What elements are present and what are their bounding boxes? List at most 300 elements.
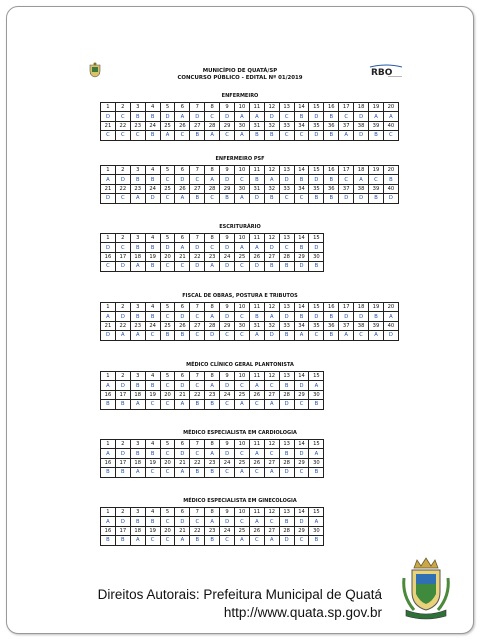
question-number-cell: 25 bbox=[235, 458, 250, 467]
answer-cell: D bbox=[383, 331, 398, 340]
answer-cell: D bbox=[220, 112, 235, 121]
question-number-cell: 26 bbox=[249, 252, 264, 261]
answer-cell: C bbox=[160, 468, 175, 477]
question-number-cell: 11 bbox=[249, 166, 264, 175]
answer-cell: B bbox=[249, 175, 264, 184]
question-number-cell: 5 bbox=[160, 508, 175, 517]
answer-cell: B bbox=[190, 468, 205, 477]
answer-cell: D bbox=[249, 262, 264, 271]
answer-cell: D bbox=[115, 262, 130, 271]
answer-cell: A bbox=[130, 194, 145, 203]
answer-cell: B bbox=[264, 194, 279, 203]
question-number-cell: 13 bbox=[279, 508, 294, 517]
question-number-cell: 33 bbox=[279, 321, 294, 330]
question-number-cell: 2 bbox=[115, 508, 130, 517]
question-number-cell: 19 bbox=[145, 252, 160, 261]
question-number-cell: 21 bbox=[175, 458, 190, 467]
question-number-cell: 5 bbox=[160, 103, 175, 112]
question-number-cell: 23 bbox=[130, 321, 145, 330]
answer-cell: A bbox=[130, 400, 145, 409]
answer-cell: B bbox=[264, 131, 279, 140]
question-number-cell: 34 bbox=[294, 321, 309, 330]
answer-cell: D bbox=[383, 194, 398, 203]
question-number-cell: 15 bbox=[309, 508, 324, 517]
answer-cell: A bbox=[383, 312, 398, 321]
answer-cell: A bbox=[175, 112, 190, 121]
answer-cell: D bbox=[220, 312, 235, 321]
answer-cell: D bbox=[220, 449, 235, 458]
question-number-cell: 39 bbox=[369, 184, 384, 193]
question-number-cell: 28 bbox=[279, 390, 294, 399]
question-number-cell: 26 bbox=[175, 321, 190, 330]
question-number-cell: 16 bbox=[324, 166, 339, 175]
question-number-cell: 7 bbox=[190, 440, 205, 449]
website-link[interactable]: http://www.quata.sp.gov.br bbox=[223, 605, 382, 620]
question-number-cell: 3 bbox=[130, 303, 145, 312]
question-number-cell: 34 bbox=[294, 121, 309, 130]
answer-row bbox=[101, 449, 324, 458]
question-number-cell: 22 bbox=[190, 390, 205, 399]
answer-cell: D bbox=[101, 331, 116, 340]
question-number-cell: 13 bbox=[279, 103, 294, 112]
answer-cell: C bbox=[160, 175, 175, 184]
answer-cell: B bbox=[324, 175, 339, 184]
answer-cell: A bbox=[264, 400, 279, 409]
answer-cell: D bbox=[101, 243, 116, 252]
municipal-crest-icon bbox=[400, 554, 452, 624]
question-number-cell: 26 bbox=[249, 390, 264, 399]
question-number-cell: 17 bbox=[339, 103, 354, 112]
question-number-cell: 1 bbox=[101, 103, 116, 112]
answer-cell: D bbox=[264, 331, 279, 340]
answer-cell: D bbox=[220, 517, 235, 526]
answer-cell: C bbox=[309, 331, 324, 340]
answer-cell: A bbox=[205, 381, 220, 390]
answer-cell: C bbox=[294, 131, 309, 140]
answer-cell: D bbox=[279, 536, 294, 545]
question-number-row bbox=[101, 372, 324, 381]
answer-cell: C bbox=[294, 536, 309, 545]
question-number-cell: 40 bbox=[383, 184, 398, 193]
question-number-cell: 17 bbox=[115, 252, 130, 261]
section-title: MÉDICO CLÍNICO GERAL PLANTONISTA bbox=[186, 362, 294, 368]
question-number-cell: 25 bbox=[235, 526, 250, 535]
answer-cell: A bbox=[130, 468, 145, 477]
answer-cell: C bbox=[294, 468, 309, 477]
answer-cell: D bbox=[309, 312, 324, 321]
question-number-cell: 25 bbox=[160, 321, 175, 330]
question-number-cell: 7 bbox=[190, 372, 205, 381]
answer-cell: A bbox=[235, 131, 250, 140]
answer-cell: B bbox=[309, 468, 324, 477]
question-number-cell: 19 bbox=[145, 458, 160, 467]
answer-cell: D bbox=[101, 112, 116, 121]
question-number-cell: 14 bbox=[294, 303, 309, 312]
question-number-cell: 21 bbox=[101, 184, 116, 193]
question-number-cell: 23 bbox=[205, 390, 220, 399]
answer-cell: C bbox=[339, 112, 354, 121]
answer-cell: B bbox=[249, 131, 264, 140]
question-number-cell: 33 bbox=[279, 184, 294, 193]
question-number-cell: 9 bbox=[220, 103, 235, 112]
question-number-cell: 39 bbox=[369, 321, 384, 330]
question-number-cell: 33 bbox=[279, 121, 294, 130]
answer-cell: D bbox=[220, 243, 235, 252]
answer-cell: B bbox=[294, 243, 309, 252]
question-number-cell: 20 bbox=[383, 166, 398, 175]
answer-cell: C bbox=[264, 517, 279, 526]
question-number-cell: 9 bbox=[220, 303, 235, 312]
question-number-cell: 29 bbox=[220, 184, 235, 193]
answer-cell: A bbox=[235, 468, 250, 477]
question-number-cell: 19 bbox=[369, 303, 384, 312]
answer-cell: A bbox=[101, 312, 116, 321]
answer-cell: B bbox=[220, 194, 235, 203]
question-number-cell: 27 bbox=[190, 184, 205, 193]
answer-cell: C bbox=[294, 194, 309, 203]
question-number-row bbox=[101, 121, 399, 130]
question-number-cell: 2 bbox=[115, 103, 130, 112]
question-number-cell: 8 bbox=[205, 103, 220, 112]
question-number-cell: 36 bbox=[324, 184, 339, 193]
answer-cell: A bbox=[309, 449, 324, 458]
answer-cell: A bbox=[130, 331, 145, 340]
question-number-row bbox=[101, 103, 399, 112]
answer-key-table bbox=[100, 302, 399, 341]
answer-cell: A bbox=[249, 517, 264, 526]
question-number-cell: 14 bbox=[294, 234, 309, 243]
answer-cell: B bbox=[145, 262, 160, 271]
answer-cell: C bbox=[249, 468, 264, 477]
answer-cell: C bbox=[279, 131, 294, 140]
question-number-cell: 4 bbox=[145, 372, 160, 381]
question-number-cell: 4 bbox=[145, 166, 160, 175]
question-number-cell: 20 bbox=[160, 458, 175, 467]
answer-cell: B bbox=[115, 468, 130, 477]
question-number-cell: 17 bbox=[115, 390, 130, 399]
answer-cell: C bbox=[101, 131, 116, 140]
answer-cell: A bbox=[235, 112, 250, 121]
question-number-cell: 14 bbox=[294, 166, 309, 175]
question-number-cell: 20 bbox=[383, 303, 398, 312]
question-number-cell: 18 bbox=[130, 390, 145, 399]
answer-cell: D bbox=[220, 381, 235, 390]
answer-cell: B bbox=[249, 312, 264, 321]
question-number-cell: 7 bbox=[190, 508, 205, 517]
answer-cell: B bbox=[190, 131, 205, 140]
question-number-cell: 3 bbox=[130, 508, 145, 517]
answer-cell: C bbox=[190, 312, 205, 321]
answer-cell: B bbox=[190, 194, 205, 203]
question-number-cell: 25 bbox=[235, 390, 250, 399]
answer-cell: A bbox=[175, 243, 190, 252]
question-number-cell: 1 bbox=[101, 234, 116, 243]
question-number-row bbox=[101, 321, 399, 330]
answer-cell: C bbox=[220, 131, 235, 140]
question-number-cell: 20 bbox=[383, 103, 398, 112]
question-number-cell: 6 bbox=[175, 234, 190, 243]
answer-cell: D bbox=[190, 112, 205, 121]
answer-cell: C bbox=[145, 536, 160, 545]
question-number-cell: 15 bbox=[309, 166, 324, 175]
question-number-cell: 14 bbox=[294, 440, 309, 449]
question-number-cell: 17 bbox=[339, 303, 354, 312]
answer-cell: C bbox=[205, 243, 220, 252]
question-number-cell: 23 bbox=[205, 458, 220, 467]
answer-cell: B bbox=[130, 517, 145, 526]
question-number-row bbox=[101, 458, 324, 467]
answer-cell: D bbox=[279, 468, 294, 477]
answer-cell: A bbox=[249, 449, 264, 458]
question-number-cell: 25 bbox=[160, 121, 175, 130]
question-number-cell: 3 bbox=[130, 440, 145, 449]
answer-cell: A bbox=[205, 175, 220, 184]
answer-cell: B bbox=[309, 536, 324, 545]
question-number-cell: 35 bbox=[309, 184, 324, 193]
question-number-cell: 14 bbox=[294, 372, 309, 381]
answer-cell: D bbox=[175, 517, 190, 526]
question-number-cell: 27 bbox=[264, 458, 279, 467]
question-number-cell: 30 bbox=[235, 184, 250, 193]
answer-cell: A bbox=[175, 400, 190, 409]
answer-cell: C bbox=[205, 112, 220, 121]
answer-cell: B bbox=[324, 312, 339, 321]
answer-cell: A bbox=[264, 536, 279, 545]
question-number-cell: 7 bbox=[190, 234, 205, 243]
answer-cell: C bbox=[101, 262, 116, 271]
question-number-cell: 13 bbox=[279, 166, 294, 175]
answer-cell: C bbox=[175, 131, 190, 140]
question-number-cell: 5 bbox=[160, 234, 175, 243]
answer-cell: B bbox=[145, 131, 160, 140]
question-number-row bbox=[101, 526, 324, 535]
question-number-cell: 36 bbox=[324, 121, 339, 130]
answer-key-table bbox=[100, 102, 399, 141]
answer-row bbox=[101, 381, 324, 390]
question-number-row bbox=[101, 390, 324, 399]
answer-cell: C bbox=[235, 381, 250, 390]
answer-cell: D bbox=[264, 112, 279, 121]
answer-cell: B bbox=[324, 331, 339, 340]
answer-cell: D bbox=[264, 243, 279, 252]
question-number-cell: 19 bbox=[145, 390, 160, 399]
question-number-cell: 16 bbox=[101, 458, 116, 467]
question-number-cell: 19 bbox=[369, 166, 384, 175]
question-number-cell: 18 bbox=[354, 303, 369, 312]
question-number-cell: 24 bbox=[145, 321, 160, 330]
answer-key-table bbox=[100, 233, 324, 272]
question-number-cell: 29 bbox=[294, 390, 309, 399]
answer-cell: B bbox=[145, 112, 160, 121]
section-title: MÉDICO ESPECIALISTA EM GINECOLOGIA bbox=[183, 498, 297, 504]
question-number-cell: 12 bbox=[264, 372, 279, 381]
question-number-cell: 9 bbox=[220, 440, 235, 449]
answer-cell: D bbox=[354, 194, 369, 203]
question-number-cell: 26 bbox=[249, 526, 264, 535]
question-number-cell: 40 bbox=[383, 121, 398, 130]
answer-cell: B bbox=[309, 262, 324, 271]
answer-cell: C bbox=[220, 400, 235, 409]
question-number-cell: 22 bbox=[190, 252, 205, 261]
question-number-cell: 28 bbox=[279, 252, 294, 261]
answer-cell: C bbox=[190, 175, 205, 184]
answer-cell: A bbox=[160, 131, 175, 140]
answer-cell: D bbox=[354, 312, 369, 321]
answer-cell: A bbox=[101, 517, 116, 526]
answer-cell: B bbox=[101, 400, 116, 409]
answer-cell: B bbox=[130, 175, 145, 184]
question-number-cell: 25 bbox=[235, 252, 250, 261]
question-number-cell: 4 bbox=[145, 234, 160, 243]
answer-cell: C bbox=[264, 381, 279, 390]
question-number-cell: 13 bbox=[279, 234, 294, 243]
answer-cell: A bbox=[264, 468, 279, 477]
section-title: ENFERMEIRO PSF bbox=[215, 156, 265, 162]
answer-key-table bbox=[100, 507, 324, 546]
answer-cell: B bbox=[101, 468, 116, 477]
question-number-cell: 30 bbox=[235, 121, 250, 130]
answer-cell: B bbox=[309, 194, 324, 203]
answer-cell: B bbox=[264, 262, 279, 271]
answer-row bbox=[101, 536, 324, 545]
answer-cell: C bbox=[264, 449, 279, 458]
question-number-cell: 4 bbox=[145, 103, 160, 112]
question-number-cell: 12 bbox=[264, 166, 279, 175]
answer-cell: D bbox=[279, 175, 294, 184]
question-number-cell: 32 bbox=[264, 121, 279, 130]
question-number-cell: 12 bbox=[264, 234, 279, 243]
answer-cell: A bbox=[101, 381, 116, 390]
answer-cell: D bbox=[145, 194, 160, 203]
answer-cell: D bbox=[175, 312, 190, 321]
question-number-cell: 1 bbox=[101, 440, 116, 449]
answer-cell: B bbox=[369, 131, 384, 140]
edital-title: CONCURSO PÚBLICO - EDITAL Nº 01/2019 bbox=[177, 74, 303, 81]
answer-cell: B bbox=[279, 449, 294, 458]
answer-cell: C bbox=[279, 194, 294, 203]
question-number-cell: 8 bbox=[205, 440, 220, 449]
question-number-cell: 11 bbox=[249, 234, 264, 243]
answer-cell: D bbox=[309, 112, 324, 121]
question-number-cell: 8 bbox=[205, 372, 220, 381]
answer-cell: D bbox=[309, 131, 324, 140]
answer-cell: B bbox=[279, 517, 294, 526]
answer-cell: C bbox=[294, 400, 309, 409]
question-number-cell: 35 bbox=[309, 121, 324, 130]
question-number-cell: 20 bbox=[160, 390, 175, 399]
answer-cell: B bbox=[309, 400, 324, 409]
question-number-cell: 16 bbox=[101, 526, 116, 535]
question-number-cell: 22 bbox=[115, 321, 130, 330]
answer-cell: D bbox=[115, 175, 130, 184]
answer-cell: B bbox=[130, 312, 145, 321]
question-number-cell: 4 bbox=[145, 440, 160, 449]
question-number-cell: 29 bbox=[220, 321, 235, 330]
question-number-cell: 23 bbox=[205, 252, 220, 261]
question-number-cell: 18 bbox=[354, 166, 369, 175]
answer-cell: D bbox=[160, 243, 175, 252]
question-number-cell: 26 bbox=[249, 458, 264, 467]
answer-cell: B bbox=[383, 175, 398, 184]
question-number-cell: 29 bbox=[220, 121, 235, 130]
answer-cell: D bbox=[309, 175, 324, 184]
question-number-cell: 32 bbox=[264, 321, 279, 330]
question-number-cell: 21 bbox=[175, 526, 190, 535]
answer-cell: A bbox=[130, 536, 145, 545]
answer-key-table bbox=[100, 165, 399, 204]
answer-cell: D bbox=[175, 175, 190, 184]
question-number-cell: 27 bbox=[190, 321, 205, 330]
answer-cell: D bbox=[294, 262, 309, 271]
question-number-cell: 15 bbox=[309, 303, 324, 312]
answer-cell: D bbox=[294, 449, 309, 458]
section-title: ENFERMEIRO bbox=[221, 93, 259, 99]
answer-cell: C bbox=[235, 312, 250, 321]
answer-cell: A bbox=[101, 175, 116, 184]
answer-cell: D bbox=[339, 194, 354, 203]
question-number-cell: 34 bbox=[294, 184, 309, 193]
question-number-cell: 8 bbox=[205, 508, 220, 517]
answer-cell: D bbox=[205, 331, 220, 340]
municipality-title: MUNICÍPIO DE QUATÁ/SP bbox=[202, 68, 278, 74]
answer-cell: C bbox=[279, 112, 294, 121]
question-number-cell: 18 bbox=[130, 252, 145, 261]
answer-cell: A bbox=[130, 262, 145, 271]
question-number-cell: 2 bbox=[115, 166, 130, 175]
answer-cell: C bbox=[160, 536, 175, 545]
question-number-cell: 11 bbox=[249, 103, 264, 112]
answer-cell: A bbox=[339, 131, 354, 140]
answer-cell: B bbox=[324, 194, 339, 203]
question-number-cell: 35 bbox=[309, 321, 324, 330]
answer-cell: C bbox=[175, 262, 190, 271]
question-number-cell: 11 bbox=[249, 508, 264, 517]
question-number-cell: 19 bbox=[369, 103, 384, 112]
question-number-row bbox=[101, 508, 324, 517]
answer-cell: C bbox=[205, 194, 220, 203]
answer-cell: D bbox=[115, 449, 130, 458]
question-number-cell: 38 bbox=[354, 321, 369, 330]
question-number-cell: 37 bbox=[339, 321, 354, 330]
question-number-cell: 6 bbox=[175, 508, 190, 517]
answer-cell: C bbox=[235, 262, 250, 271]
answer-cell: A bbox=[369, 112, 384, 121]
answer-cell: C bbox=[249, 400, 264, 409]
answer-cell: B bbox=[145, 381, 160, 390]
question-number-cell: 10 bbox=[235, 372, 250, 381]
answer-cell: D bbox=[249, 194, 264, 203]
answer-cell: A bbox=[309, 517, 324, 526]
question-number-cell: 3 bbox=[130, 166, 145, 175]
answer-cell: A bbox=[264, 312, 279, 321]
answer-row bbox=[101, 194, 399, 203]
question-number-cell: 23 bbox=[205, 526, 220, 535]
document-header bbox=[22, 22, 458, 81]
answer-cell: B bbox=[145, 449, 160, 458]
question-number-cell: 12 bbox=[264, 103, 279, 112]
answer-cell: C bbox=[190, 517, 205, 526]
question-number-cell: 36 bbox=[324, 321, 339, 330]
answer-cell: C bbox=[220, 536, 235, 545]
question-number-cell: 8 bbox=[205, 303, 220, 312]
question-number-cell: 17 bbox=[339, 166, 354, 175]
answer-cell: C bbox=[220, 468, 235, 477]
answer-cell: C bbox=[279, 243, 294, 252]
answer-cell: A bbox=[249, 112, 264, 121]
answer-row bbox=[101, 175, 399, 184]
answer-cell: B bbox=[205, 400, 220, 409]
answer-cell: A bbox=[354, 175, 369, 184]
